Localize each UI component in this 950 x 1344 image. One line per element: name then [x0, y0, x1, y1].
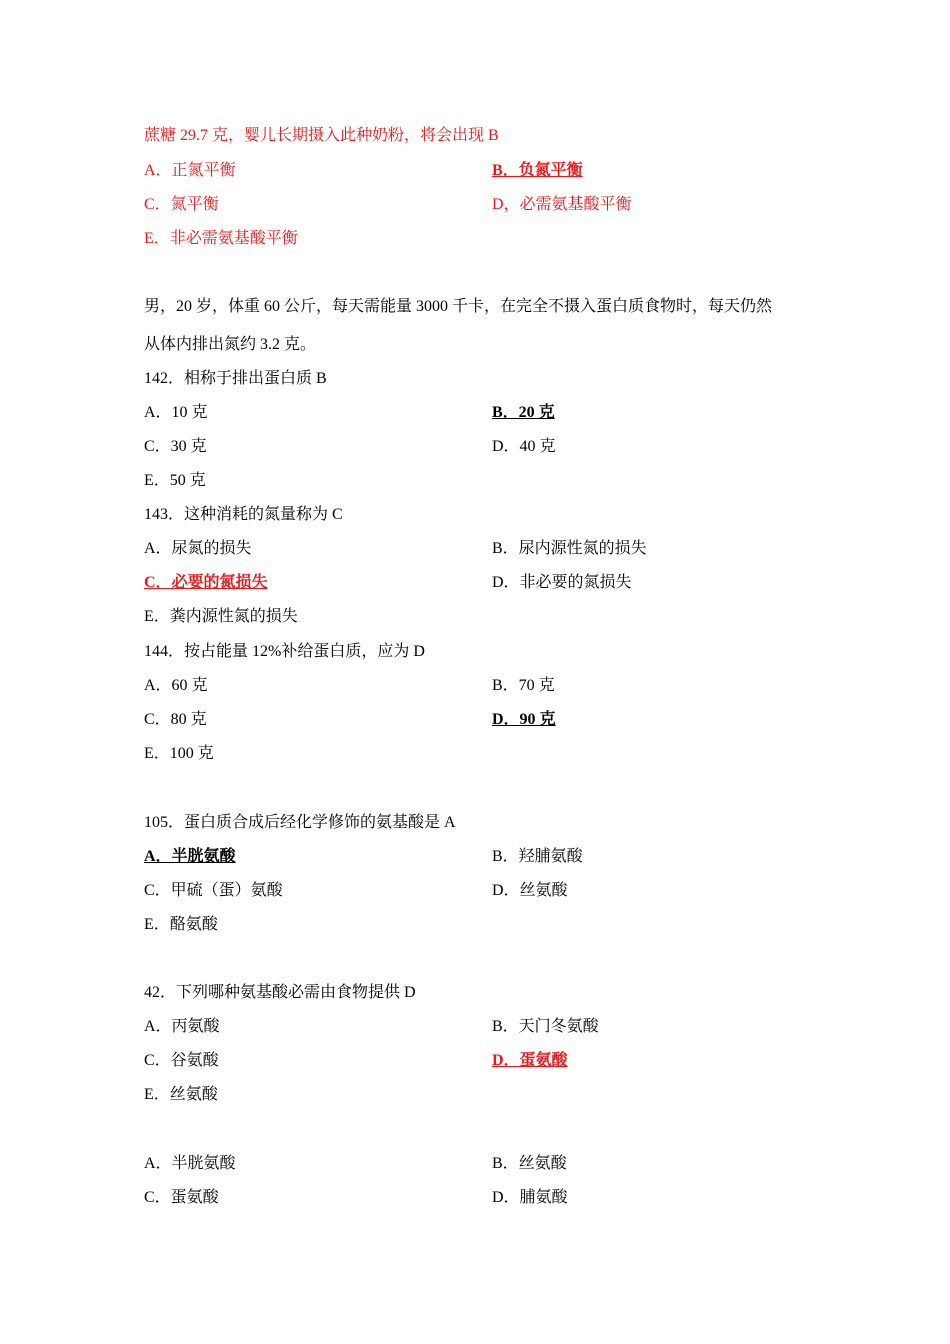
q105-option-b: B．羟脯氨酸 — [492, 848, 583, 865]
q144-option-a: A．60 克 — [144, 677, 208, 694]
case-text-line-1: 男，20 岁，体重 60 公斤，每天需能量 3000 千卡，在完全不摄入蛋白质食物时，每天仍然 — [144, 298, 773, 315]
q143-option-c-answer: C．必要的氮损失 — [144, 574, 268, 591]
option-a: A．正氮平衡 — [144, 162, 236, 179]
q144-option-e: E．100 克 — [144, 745, 214, 762]
q143-option-a: A．尿氮的损失 — [144, 540, 252, 557]
case-text-line-2: 从体内排出氮约 3.2 克。 — [144, 336, 317, 353]
q42-option-c: C．谷氨酸 — [144, 1052, 219, 1069]
q142-option-d: D．40 克 — [492, 438, 556, 455]
option-d: D，必需氨基酸平衡 — [492, 196, 632, 213]
last-option-a: A．半胱氨酸 — [144, 1155, 236, 1172]
question-143-stem: 143．这种消耗的氮量称为 C — [144, 506, 343, 523]
q142-option-b-answer: B．20 克 — [492, 404, 555, 421]
q105-option-e: E．酪氨酸 — [144, 916, 218, 933]
q42-option-a: A．丙氨酸 — [144, 1018, 220, 1035]
option-b-answer: B．负氮平衡 — [492, 162, 583, 179]
q105-option-a-answer: A．半胱氨酸 — [144, 848, 236, 865]
q142-option-e: E．50 克 — [144, 472, 206, 489]
q144-option-d-answer: D．90 克 — [492, 711, 556, 728]
question-stem: 蔗糖 29.7 克，婴儿长期摄入此种奶粉，将会出现 B — [144, 127, 499, 144]
q143-option-b: B．尿内源性氮的损失 — [492, 540, 647, 557]
last-option-c: C．蛋氨酸 — [144, 1189, 219, 1206]
question-105-stem: 105．蛋白质合成后经化学修饰的氨基酸是 A — [144, 814, 456, 831]
question-42-stem: 42．下列哪种氨基酸必需由食物提供 D — [144, 984, 416, 1001]
q105-option-d: D．丝氨酸 — [492, 882, 568, 899]
question-144-stem: 144．按占能量 12%补给蛋白质，应为 D — [144, 643, 425, 660]
q105-option-c: C．甲硫（蛋）氨酸 — [144, 882, 283, 899]
option-c: C．氮平衡 — [144, 196, 219, 213]
q143-option-d: D．非必要的氮损失 — [492, 574, 632, 591]
last-option-d: D．脯氨酸 — [492, 1189, 568, 1206]
q143-option-e: E．粪内源性氮的损失 — [144, 608, 298, 625]
q142-option-c: C．30 克 — [144, 438, 207, 455]
question-142-stem: 142．相称于排出蛋白质 B — [144, 370, 327, 387]
q144-option-c: C．80 克 — [144, 711, 207, 728]
q42-option-b: B．天门冬氨酸 — [492, 1018, 599, 1035]
option-e: E．非必需氨基酸平衡 — [144, 230, 298, 247]
q142-option-a: A．10 克 — [144, 404, 208, 421]
last-option-b: B．丝氨酸 — [492, 1155, 567, 1172]
q42-option-e: E．丝氨酸 — [144, 1086, 218, 1103]
q42-option-d-answer: D．蛋氨酸 — [492, 1052, 568, 1069]
q144-option-b: B．70 克 — [492, 677, 555, 694]
